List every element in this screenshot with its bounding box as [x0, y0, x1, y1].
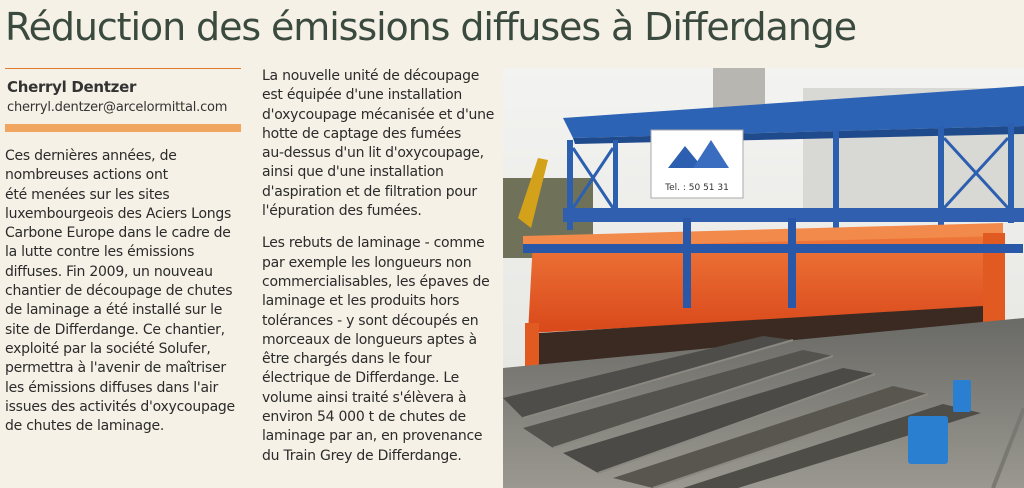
top-rule: [5, 68, 241, 69]
column-1-paragraph: [5, 147, 241, 436]
text-line: hotte de captage des fumées: [262, 125, 462, 142]
sign-text: Tel. : 50 51 31: [665, 183, 729, 193]
gantry-post: [683, 218, 691, 308]
text-line: par exemple les longueurs non: [262, 254, 472, 271]
article-column-1: [5, 147, 241, 436]
text-line: morceaux de longueurs aptes à: [262, 331, 477, 348]
blue-barrel: [908, 416, 948, 464]
text-line: les émissions diffuses dans l'air: [5, 379, 219, 396]
text-line: être chargés dans le four: [262, 351, 432, 368]
text-line: est équipée d'une installation: [262, 87, 463, 104]
text-line: au-dessus d'un lit d'oxycoupage,: [262, 145, 484, 162]
text-line: d'oxycoupage mécanisée et d'une: [262, 106, 495, 123]
text-line: de chutes de laminage.: [5, 418, 165, 435]
text-line: laminage par an, en provenance: [262, 428, 483, 445]
author-name: Cherryl Dentzer: [7, 78, 137, 96]
column-2-paragraph-1: [262, 67, 498, 221]
text-line: Les rebuts de laminage - comme: [262, 235, 485, 252]
text-line: exploité par la société Solufer,: [5, 340, 211, 357]
photo-oxycutting-unit: [503, 68, 1024, 488]
text-line: du Train Grey de Differdange.: [262, 447, 462, 464]
text-line: site de Differdange. Ce chantier,: [5, 321, 225, 338]
blue-barrel: [953, 380, 971, 412]
author-rule: [5, 124, 241, 132]
text-line: Ces dernières années, de: [5, 148, 177, 164]
text-line: été menées sur les sites: [5, 186, 170, 203]
gantry-post: [788, 218, 796, 308]
text-line: ainsi que d'une installation: [262, 164, 444, 181]
article-column-2: [262, 67, 498, 466]
text-line: nombreuses actions ont: [5, 167, 168, 184]
text-line: d'aspiration et de filtration pour: [262, 183, 477, 200]
article-headline: Réduction des émissions diffuses à Differdange: [5, 5, 856, 49]
text-line: de laminage a été installé sur le: [5, 302, 223, 319]
text-line: Carbone Europe dans le cadre de: [5, 225, 231, 242]
article-photo: [503, 68, 1024, 488]
text-line: permettra à l'avenir de maîtriser: [5, 360, 226, 377]
text-line: l'épuration des fumées.: [262, 203, 422, 220]
text-line: tolérances - y sont découpés en: [262, 312, 479, 329]
author-email: cherryl.dentzer@arcelormittal.com: [7, 100, 228, 115]
text-line: la lutte contre les émissions: [5, 244, 195, 261]
text-line: issues des activités d'oxycoupage: [5, 398, 235, 415]
text-line: environ 54 000 t de chutes de: [262, 409, 466, 426]
text-line: laminage et les produits hors: [262, 293, 460, 310]
text-line: La nouvelle unité de découpage: [262, 68, 480, 84]
text-line: commercialisables, les épaves de: [262, 273, 490, 290]
text-line: diffuses. Fin 2009, un nouveau: [5, 263, 213, 280]
text-line: luxembourgeois des Aciers Longs: [5, 205, 232, 222]
text-line: électrique de Differdange. Le: [262, 370, 460, 387]
text-line: chantier de découpage de chutes: [5, 283, 233, 300]
gantry-beam: [523, 244, 1023, 253]
text-line: volume ainsi traité s'élèvera à: [262, 389, 467, 406]
column-2-paragraph-2: [262, 234, 498, 466]
